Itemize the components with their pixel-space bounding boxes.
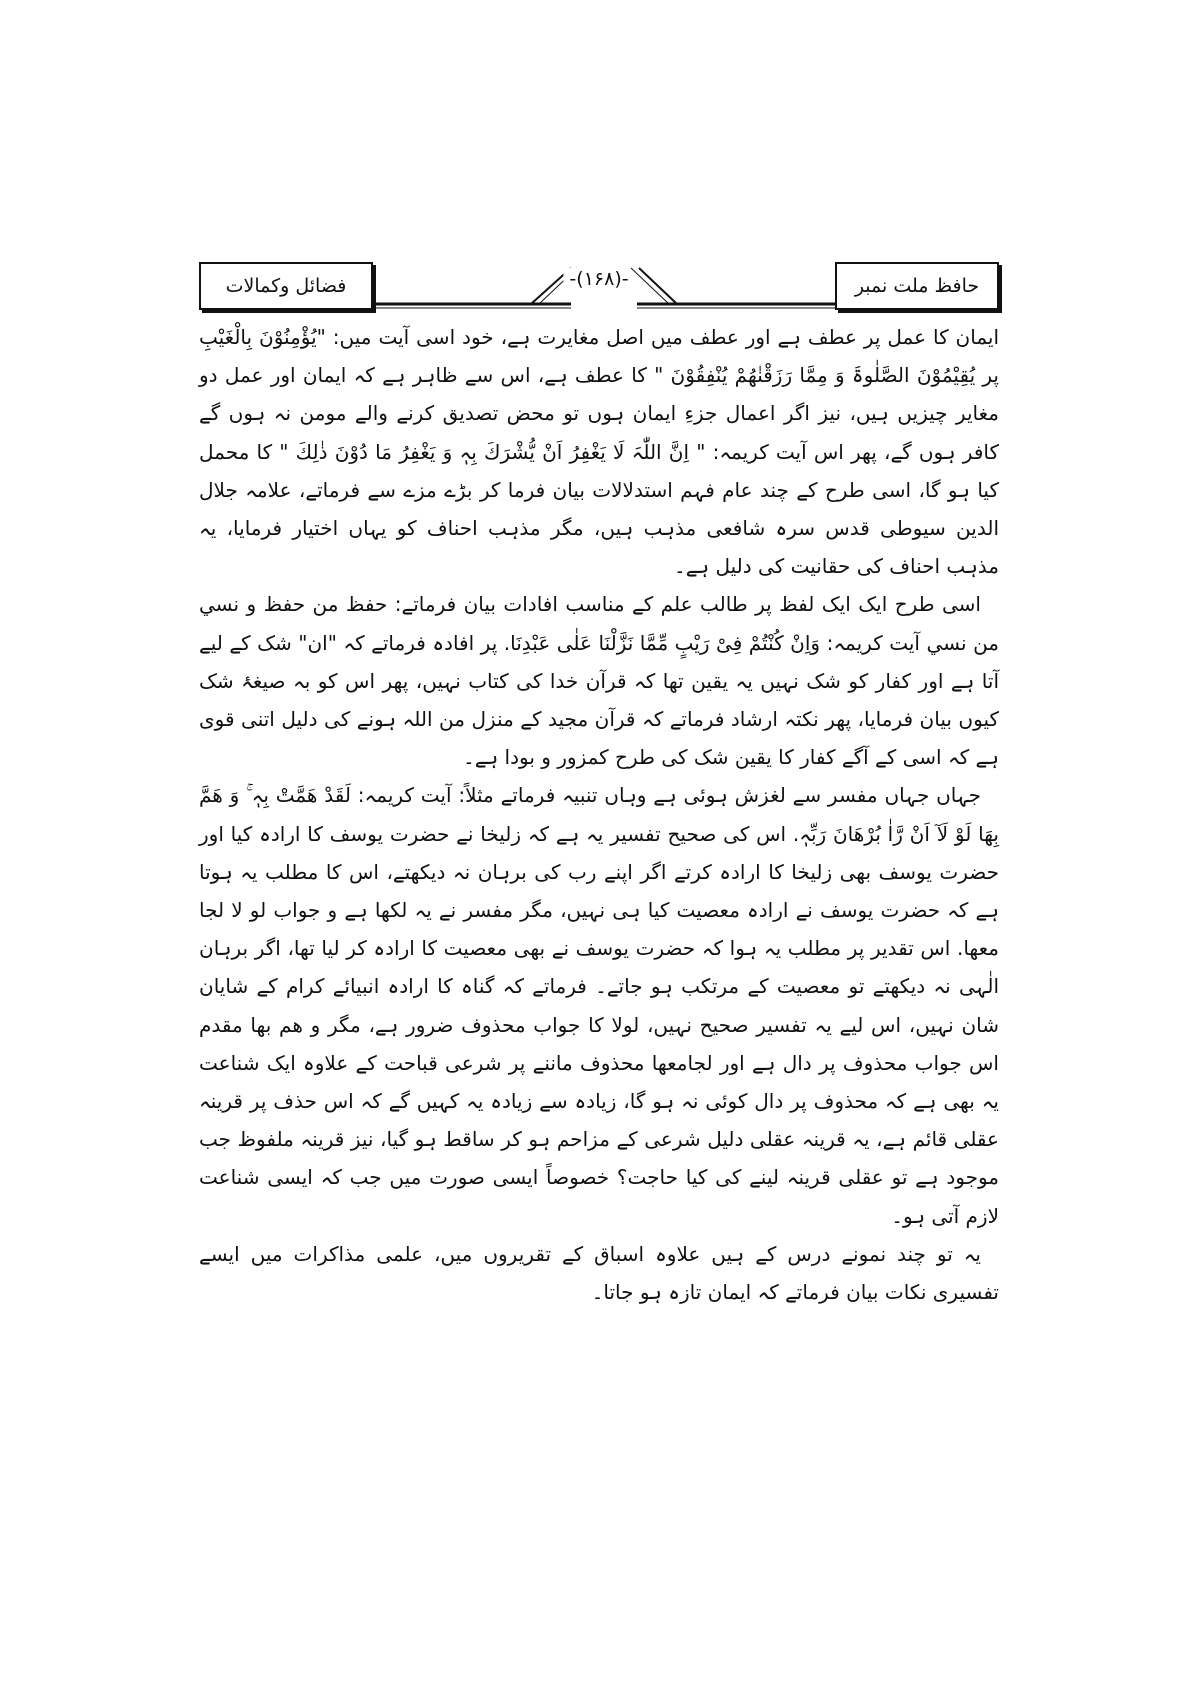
paragraph: اسی طرح ایک ایک لفظ پر طالب علم کے مناسب افادات بیان فرماتے: حفظ من حفظ و نسي من نسي آیت کریمہ: وَاِنْ كُنْتُمْ فِیْ رَیْبٍ مِّمَّا نَزَّلْنَا عَلٰی عَبْدِنَا. پر افادہ فرماتے کہ "ان" شک کے لیے آتا ہے اور کفار کو شک نہیں یہ یقین تھا کہ قرآن خدا کی کتاب نہیں، پھر اس کو بہ صیغۂ شک کیوں بیان فرمایا، پھر نکتہ ارشاد فرماتے کہ قرآن مجید کے منزل من اللہ ہونے کی دلیل اتنی قوی ہے کہ اسی کے آگے کفار کا یقین شک کی طرح کمزور و بودا ہے۔: [199, 592, 999, 770]
paragraph: ایمان کا عمل پر عطف ہے اور عطف میں اصل مغایرت ہے، خود اسی آیت میں: "یُؤْمِنُوْنَ بِالْغَیْبِ پر یُقِیْمُوْنَ الصَّلٰوۃَ وَ مِمَّا رَزَقْنٰھُمْ یُنْفِقُوْنَ " کا عطف ہے، اس سے ظاہر ہے کہ ایمان اور عمل دو مغایر چیزیں ہیں، نیز اگر اعمال جزءِ ایمان ہوں تو محض تصدیق کرنے والے مومن نہ ہوں گے کافر ہوں گے، پھر اس آیت کریمہ: " اِنَّ اللّٰہَ لَا یَغْفِرُ اَنْ یُّشْرَكَ بِہٖ وَ یَغْفِرُ مَا دُوْنَ ذٰلِكَ " کا محمل کیا ہو گا، اسی طرح کے چند عام فہم استدلالات بیان فرما کر بڑے مزے سے فرماتے، علامہ جلال الدین سیوطی قدس سرہ شافعی مذہب ہیں، مگر مذہب احناف کو یہاں اختیار فرمایا، یہ مذہب احناف کی حقانیت کی دلیل ہے۔: [199, 325, 999, 579]
page-header: [199, 262, 999, 312]
header-right-title: حافظ ملت نمبر: [835, 262, 999, 310]
page-number: -(۱۶۸)-: [563, 268, 634, 290]
header-left-ornament: [371, 264, 581, 310]
header-right-ornament: [627, 264, 837, 310]
body-text: [199, 318, 999, 1311]
paragraph: جہاں جہاں مفسر سے لغزش ہوئی ہے وہاں تنبیہ فرماتے مثلاً: آیت کریمہ: لَقَدْ ھَمَّتْ بِہٖ ۚ وَ ھَمَّ بِھَا لَوْ لَآ اَنْ رَّاٰ بُرْھَانَ رَبِّہٖ. اس کی صحیح تفسیر یہ ہے کہ زلیخا نے حضرت یوسف کا ارادہ کیا اور حضرت یوسف بھی زلیخا کا ارادہ کرتے اگر اپنے رب کی برہان نہ دیکھتے، اس کا مطلب یہ ہوتا ہے کہ حضرت یوسف نے ارادہ معصیت کیا ہی نہیں، مگر مفسر نے یہ لکھا ہے و جواب لو لا لجا معها. اس تقدیر پر مطلب یہ ہوا کہ حضرت یوسف نے بھی معصیت کا ارادہ کر لیا تھا، اگر برہان الٰہی نہ دیکھتے تو معصیت کے مرتکب ہو جاتے۔ فرماتے کہ گناہ کا ارادہ انبیائے کرام کے شایان شان نہیں، اس لیے یہ تفسیر صحیح نہیں، لولا کا جواب محذوف ضرور ہے، مگر و هم بها مقدم اس جواب محذوف پر دال ہے اور لجامعها محذوف ماننے پر شرعی قباحت کے علاوہ ایک شناعت یہ بھی ہے کہ محذوف پر دال کوئی نہ ہو گا، زیادہ سے زیادہ یہ کہیں گے کہ اس حذف پر قرینہ عقلی قائم ہے، یہ قرینہ عقلی دلیل شرعی کے مزاحم ہو کر ساقط ہو گیا، نیز قرینہ ملفوظ جب موجود ہے تو عقلی قرینہ لینے کی کیا حاجت؟ خصوصاً ایسی صورت میں جب کہ ایسی شناعت لازم آتی ہو۔: [199, 783, 999, 1228]
header-left-title: فضائل وکمالات: [199, 262, 373, 310]
paragraph: یہ تو چند نمونے درس کے ہیں علاوہ اسباق کے تقریروں میں، علمی مذاکرات میں ایسے تفسیری نکات بیان فرماتے کہ ایمان تازہ ہو جاتا۔: [199, 1241, 999, 1305]
